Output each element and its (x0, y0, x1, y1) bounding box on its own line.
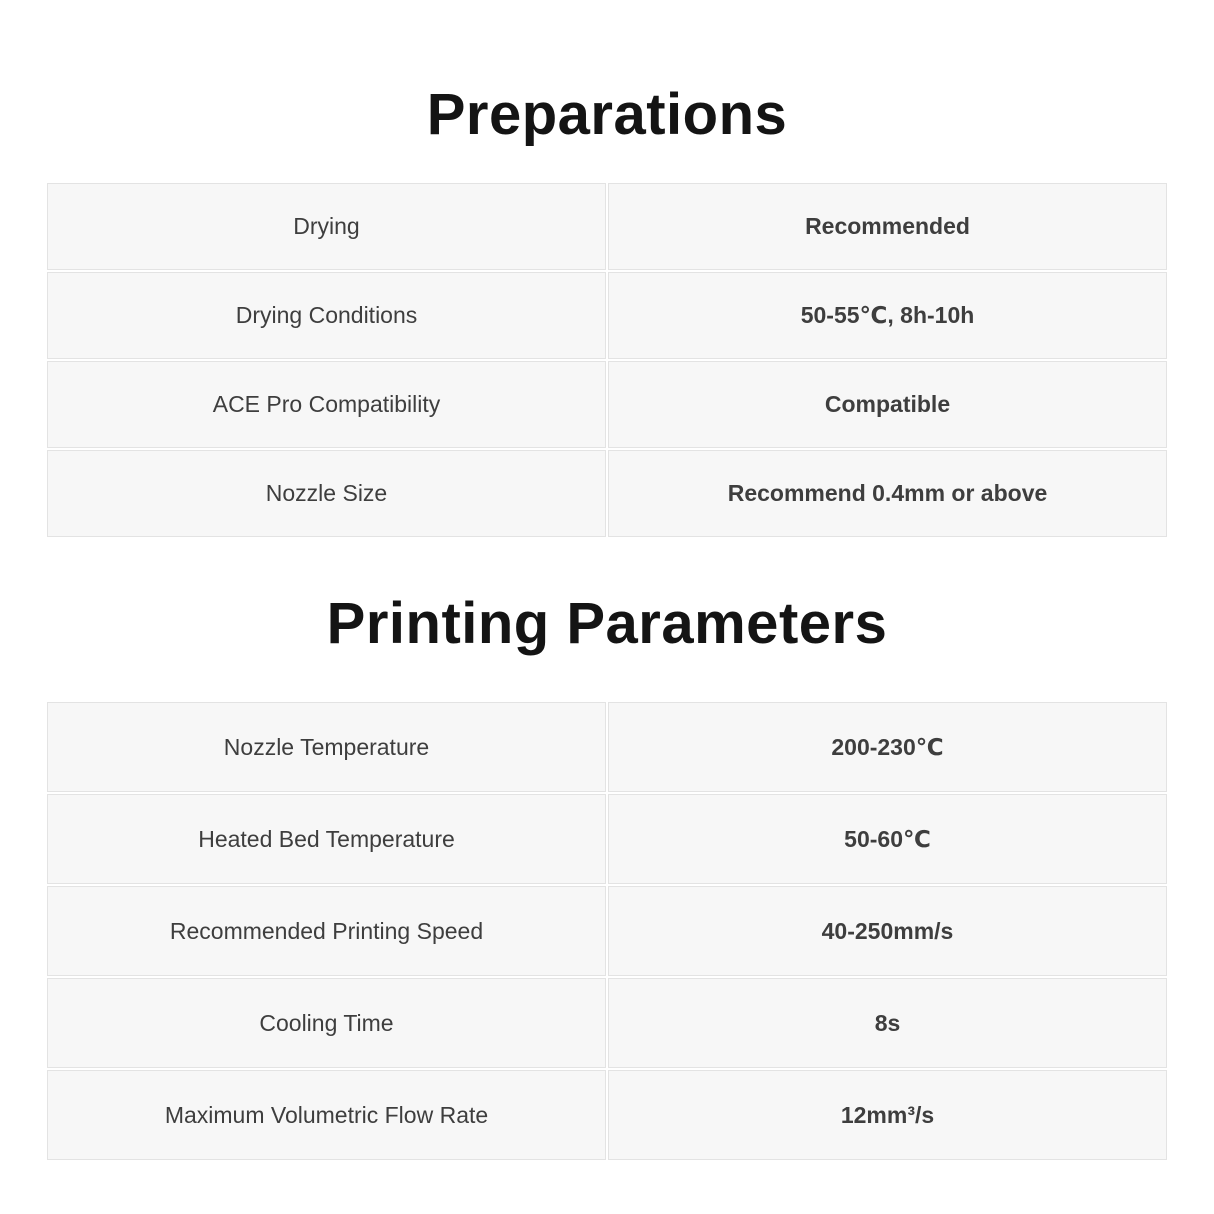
spec-label-cell: Cooling Time (47, 978, 606, 1068)
table-row (47, 272, 1167, 359)
section-preparations (45, 0, 1169, 181)
printing-parameters-heading: Printing Parameters (326, 591, 888, 656)
spec-label-cell: Heated Bed Temperature (47, 794, 606, 884)
spec-label-cell: ACE Pro Compatibility (47, 361, 606, 448)
spec-label-cell: Maximum Volumetric Flow Rate (47, 1070, 606, 1160)
table-row (47, 794, 1167, 884)
spec-label-cell: Nozzle Size (47, 450, 606, 537)
preparations-table (45, 181, 1169, 539)
table-row (47, 183, 1167, 270)
spec-label-cell: Recommended Printing Speed (47, 886, 606, 976)
spec-value-cell: 50-60℃ (608, 794, 1167, 884)
table-row (47, 1070, 1167, 1160)
spec-value-cell: 12mm³/s (608, 1070, 1167, 1160)
spec-value-cell: 8s (608, 978, 1167, 1068)
table-row (47, 450, 1167, 537)
preparations-heading: Preparations (426, 82, 788, 147)
spec-label-cell: Nozzle Temperature (47, 702, 606, 792)
table-row (47, 886, 1167, 976)
table-row (47, 978, 1167, 1068)
spec-value-cell: 50-55℃, 8h-10h (608, 272, 1167, 359)
section-printing-parameters (45, 539, 1169, 700)
spec-value-cell: Compatible (608, 361, 1167, 448)
spec-value-cell: Recommended (608, 183, 1167, 270)
spec-value-cell: Recommend 0.4mm or above (608, 450, 1167, 537)
printing-parameters-table (45, 700, 1169, 1162)
spec-value-cell: 200-230℃ (608, 702, 1167, 792)
spec-label-cell: Drying Conditions (47, 272, 606, 359)
table-row (47, 702, 1167, 792)
spec-label-cell: Drying (47, 183, 606, 270)
table-row (47, 361, 1167, 448)
spec-value-cell: 40-250mm/s (608, 886, 1167, 976)
